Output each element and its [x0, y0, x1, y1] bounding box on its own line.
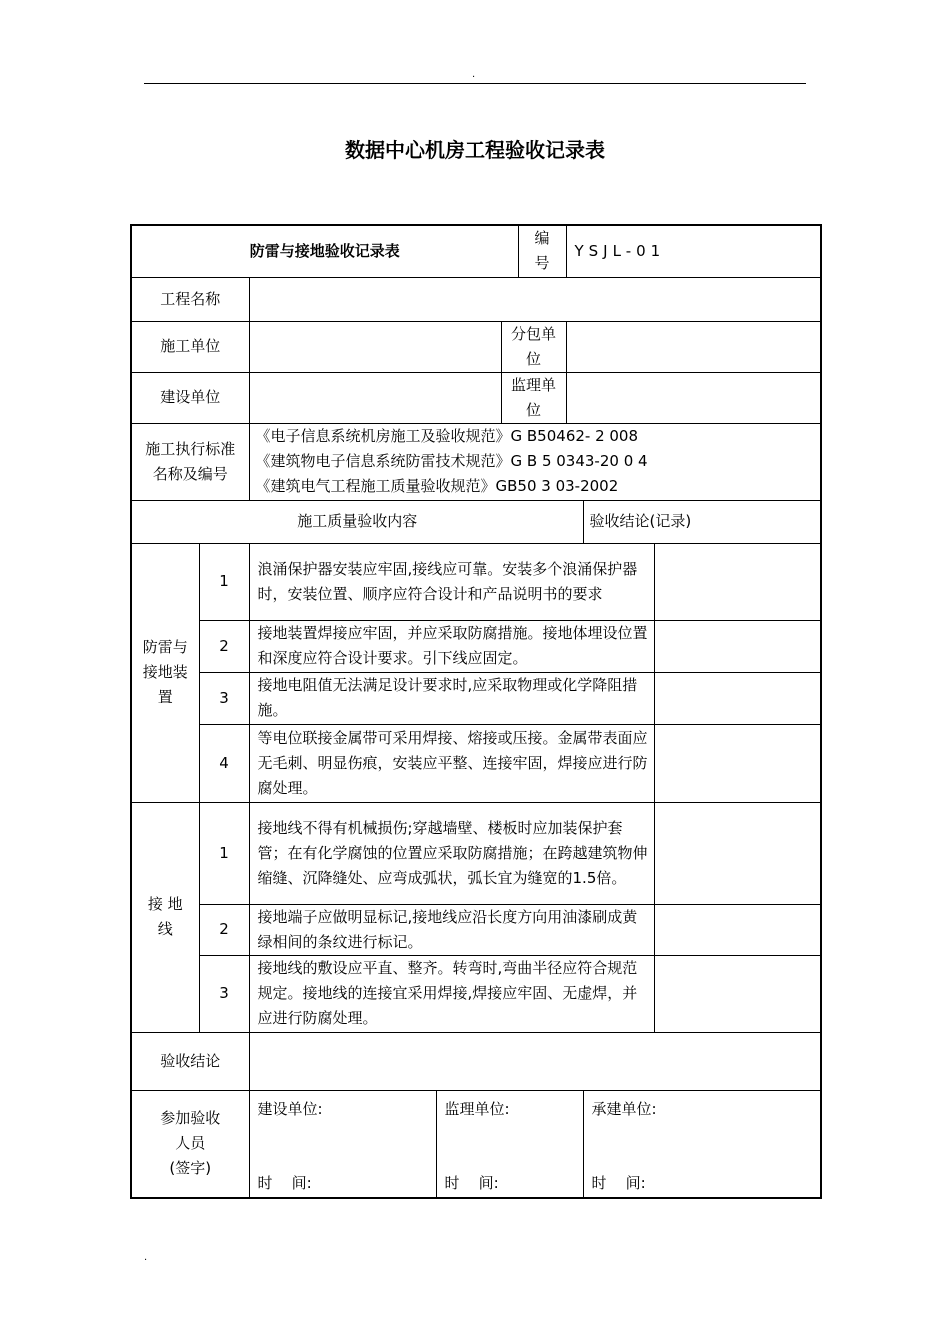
builder-unit-field[interactable]: [249, 372, 501, 423]
signature-row: [131, 1090, 821, 1198]
item-requirement: 等电位联接金属带可采用焊接、熔接或压接。金属带表面应无毛刺、明显伤痕，安装应平整、连接牢固，焊接应进行防腐处理。: [249, 724, 654, 802]
builder-unit-label: 建设单位: [131, 372, 249, 423]
subcontract-unit-label: 分包单位: [501, 321, 566, 372]
form-title-row: [131, 225, 821, 277]
code-label-line1: 编: [534, 229, 550, 248]
standards-label-line1: 施工执行标准: [145, 439, 236, 458]
code-value: YSJL-01: [566, 225, 821, 277]
standard-item: 《建筑物电子信息系统防雷技术规范》G B 5 0343-20 0 4: [255, 452, 648, 470]
signature-unit-label: 监理单位:: [444, 1099, 510, 1118]
conclusion-row: [131, 1032, 821, 1090]
standards-row: [131, 423, 821, 500]
standard-item: 《电子信息系统机房施工及验收规范》G B50462- 2 008: [255, 427, 639, 445]
quality-content-header: 施工质量验收内容: [131, 500, 583, 543]
item-conclusion-field[interactable]: [654, 672, 821, 724]
signature-supervision[interactable]: [436, 1090, 583, 1198]
code-label: [518, 225, 566, 277]
signature-builder[interactable]: [249, 1090, 436, 1198]
acceptance-record-form: [130, 224, 822, 1199]
header-rule: [144, 83, 806, 84]
item-number: 1: [199, 802, 249, 904]
project-name-row: [131, 277, 821, 321]
section-header-row: [131, 500, 821, 543]
item-number: 2: [199, 904, 249, 955]
standards-label: [131, 423, 249, 500]
signature-time-label: 时 间:: [591, 1173, 646, 1192]
signature-unit-label: 建设单位:: [257, 1099, 323, 1118]
footer-mark: .: [144, 1252, 148, 1263]
group-name-line: 防雷与: [142, 638, 188, 656]
construction-unit-row: [131, 321, 821, 372]
item-conclusion-field[interactable]: [654, 724, 821, 802]
signature-time-label: 时 间:: [444, 1173, 499, 1192]
table-row: [131, 802, 821, 904]
signature-unit-label: 承建单位:: [591, 1099, 657, 1118]
group-name-line: 线: [157, 920, 173, 938]
participants-label-line: (签字): [169, 1159, 212, 1178]
header-mark: .: [472, 69, 476, 80]
table-row: [131, 672, 821, 724]
group-name-grounding-wire: [131, 802, 199, 1032]
signature-contractor[interactable]: [583, 1090, 821, 1198]
item-requirement: 接地电阻值无法满足设计要求时,应采取物理或化学降阻措施。: [249, 672, 654, 724]
item-requirement: 接地装置焊接应牢固，并应采取防腐措施。接地体埋设位置和深度应符合设计要求。引下线应固定。: [249, 620, 654, 672]
table-row: [131, 620, 821, 672]
document-title: 数据中心机房工程验收记录表: [345, 138, 605, 162]
code-label-line2: 号: [534, 254, 550, 273]
item-number: 3: [199, 955, 249, 1032]
group-name-line: 接地装: [142, 663, 188, 681]
item-number: 3: [199, 672, 249, 724]
form-title: 防雷与接地验收记录表: [131, 225, 518, 277]
table-row: [131, 724, 821, 802]
participants-label: [131, 1090, 249, 1198]
standards-label-line2: 名称及编号: [152, 464, 228, 483]
standard-item: 《建筑电气工程施工质量验收规范》GB50 3 03-2002: [255, 477, 619, 495]
supervision-unit-field[interactable]: [566, 372, 821, 423]
item-requirement: 接地线不得有机械损伤;穿越墙壁、楼板时应加装保护套管；在有化学腐蚀的位置应采取防腐措施；在跨越建筑物伸缩缝、沉降缝处、应弯成弧状，弧长宜为缝宽的1.5倍。: [249, 802, 654, 904]
conclusion-field[interactable]: [249, 1032, 821, 1090]
item-number: 4: [199, 724, 249, 802]
item-number: 1: [199, 543, 249, 620]
participants-label-line: 参加验收: [160, 1109, 221, 1128]
item-conclusion-field[interactable]: [654, 620, 821, 672]
subcontract-unit-field[interactable]: [566, 321, 821, 372]
table-row: [131, 955, 821, 1032]
signature-time-label: 时 间:: [257, 1173, 312, 1192]
project-name-field[interactable]: [249, 277, 821, 321]
table-row: [131, 904, 821, 955]
project-name-label: 工程名称: [131, 277, 249, 321]
builder-unit-row: [131, 372, 821, 423]
item-requirement: 接地线的敷设应平直、整齐。转弯时,弯曲半径应符合规范规定。接地线的连接宜采用焊接,焊接应牢固、无虚焊，并应进行防腐处理。: [249, 955, 654, 1032]
construction-unit-field[interactable]: [249, 321, 501, 372]
participants-label-line: 人员: [175, 1134, 206, 1153]
conclusion-record-header: 验收结论(记录): [583, 500, 821, 543]
conclusion-label: 验收结论: [131, 1032, 249, 1090]
group-name-lightning-device: [131, 543, 199, 802]
construction-unit-label: 施工单位: [131, 321, 249, 372]
supervision-unit-label: 监理单位: [501, 372, 566, 423]
item-conclusion-field[interactable]: [654, 904, 821, 955]
item-conclusion-field[interactable]: [654, 802, 821, 904]
item-requirement: 浪涌保护器安装应牢固,接线应可靠。安装多个浪涌保护器时，安装位置、顺序应符合设计和产品说明书的要求: [249, 543, 654, 620]
item-requirement: 接地端子应做明显标记,接地线应沿长度方向用油漆刷成黄绿相间的条纹进行标记。: [249, 904, 654, 955]
table-row: [131, 543, 821, 620]
item-conclusion-field[interactable]: [654, 543, 821, 620]
group-name-line: 置: [157, 688, 173, 706]
item-number: 2: [199, 620, 249, 672]
standards-list: [249, 423, 821, 500]
group-name-line: 接 地: [147, 895, 183, 913]
item-conclusion-field[interactable]: [654, 955, 821, 1032]
